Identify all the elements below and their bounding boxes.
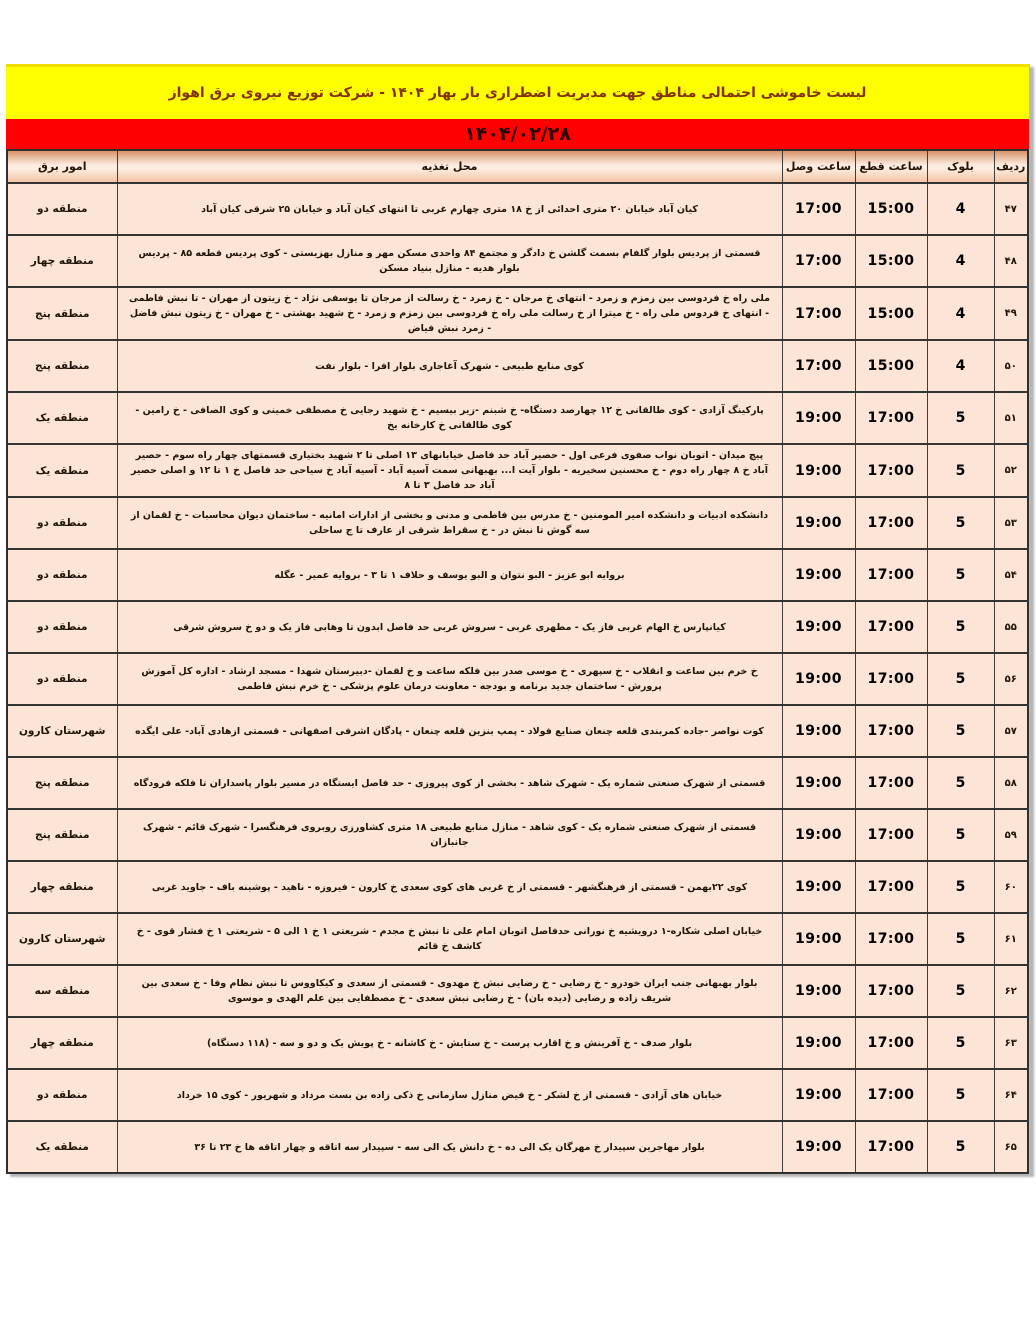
cell-row-number: ۶۰ [994, 861, 1028, 913]
cell-row-number: ۴۸ [994, 235, 1028, 287]
cell-block-number: 5 [927, 1069, 994, 1121]
outage-schedule-sheet [6, 64, 1030, 1174]
cell-row-number: ۵۰ [994, 340, 1028, 392]
cell-cut-time: 17:00 [855, 913, 927, 965]
cell-cut-time: 15:00 [855, 287, 927, 340]
cell-feeding-location: دانشکده ادبیات و دانشکده امیر المومنین - خ مدرس بین فاطمی و مدنی و بخشی از ادارات امانیه - ساختمان دیوان محاسبات - خ لقمان از سه گوش تا نبش در - خ سقراط شرقی از عارف تا ج ساحلی [117, 497, 782, 549]
cell-feeding-location: کوی منابع طبیعی - شهرک آغاجاری بلوار افرا - بلوار نفت [117, 340, 782, 392]
cell-block-number: 5 [927, 809, 994, 861]
table-row [7, 444, 1028, 497]
column-header-area: امور برق [7, 150, 117, 183]
cell-row-number: ۵۶ [994, 653, 1028, 705]
cell-cut-time: 17:00 [855, 1069, 927, 1121]
cell-row-number: ۵۲ [994, 444, 1028, 497]
cell-row-number: ۶۵ [994, 1121, 1028, 1173]
cell-row-number: ۴۹ [994, 287, 1028, 340]
cell-block-number: 5 [927, 444, 994, 497]
cell-electricity-area: منطقه دو [7, 1069, 117, 1121]
cell-electricity-area: منطقه پنج [7, 757, 117, 809]
cell-electricity-area: منطقه یک [7, 392, 117, 444]
cell-electricity-area: منطقه سه [7, 965, 117, 1017]
cell-electricity-area: منطقه چهار [7, 861, 117, 913]
cell-reconnect-time: 19:00 [782, 757, 855, 809]
cell-reconnect-time: 19:00 [782, 653, 855, 705]
cell-row-number: ۵۵ [994, 601, 1028, 653]
cell-row-number: ۵۷ [994, 705, 1028, 757]
cell-electricity-area: منطقه پنج [7, 287, 117, 340]
cell-block-number: 5 [927, 497, 994, 549]
cell-electricity-area: منطقه دو [7, 653, 117, 705]
cell-block-number: 5 [927, 653, 994, 705]
cell-block-number: 4 [927, 287, 994, 340]
cell-row-number: ۶۲ [994, 965, 1028, 1017]
cell-reconnect-time: 19:00 [782, 705, 855, 757]
cell-cut-time: 17:00 [855, 497, 927, 549]
cell-feeding-location: قسمتی از پردیس بلوار گلفام بسمت گلشن خ دادگر و مجتمع ۸۴ واحدی مسکن مهر و منازل بهزیستی - کوی پردیس قطعه ۸۵ - پردیس بلوار هدیه - منازل بنیاد مسکن [117, 235, 782, 287]
cell-reconnect-time: 19:00 [782, 913, 855, 965]
column-header-cut-time: ساعت قطع [855, 150, 927, 183]
table-header-row [7, 150, 1028, 183]
cell-reconnect-time: 17:00 [782, 235, 855, 287]
table-row [7, 497, 1028, 549]
cell-feeding-location: قسمتی از شهرک صنعتی شماره یک - شهرک شاهد - بخشی از کوی پیروزی - حد فاصل ایستگاه در مسیر بلوار پاسداران تا فلکه فرودگاه [117, 757, 782, 809]
table-row [7, 913, 1028, 965]
cell-reconnect-time: 19:00 [782, 497, 855, 549]
table-row [7, 392, 1028, 444]
schedule-date: ۱۴۰۴/۰۲/۲۸ [464, 123, 571, 145]
cell-row-number: ۵۴ [994, 549, 1028, 601]
date-band [6, 119, 1029, 149]
cell-block-number: 5 [927, 549, 994, 601]
cell-cut-time: 15:00 [855, 340, 927, 392]
cell-reconnect-time: 19:00 [782, 549, 855, 601]
cell-electricity-area: منطقه دو [7, 183, 117, 235]
cell-feeding-location: بروایه ابو عزیز - البو نتوان و البو یوسف و حلاف ۱ تا ۳ - بروایه عمیر - عگله [117, 549, 782, 601]
cell-row-number: ۵۱ [994, 392, 1028, 444]
table-row [7, 653, 1028, 705]
cell-block-number: 5 [927, 1121, 994, 1173]
cell-row-number: ۶۳ [994, 1017, 1028, 1069]
cell-feeding-location: پیچ میدان - اتوبان نواب صفوی فرعی اول - حصیر آباد حد فاصل خیابانهای ۱۳ اصلی تا ۲ شهید بختیاری قسمتهای چهار راه سوم - حصیر آباد خ ۸ چهار راه دوم - خ محسنین سخیریه - بلوار آیت ا... بهبهانی سمت آسیه آباد - آسیه آباد خ سیاحی حد فاصل خ ۱ تا ۱۲ و اصلی حصیر آباد حد فاصل ۳ تا ۸ [117, 444, 782, 497]
column-header-row-number: ردیف [994, 150, 1028, 183]
table-body [7, 183, 1028, 1173]
cell-electricity-area: شهرستان کارون [7, 705, 117, 757]
cell-electricity-area: منطقه دو [7, 601, 117, 653]
table-row [7, 340, 1028, 392]
cell-row-number: ۵۳ [994, 497, 1028, 549]
cell-block-number: 5 [927, 757, 994, 809]
cell-feeding-location: قسمتی از شهرک صنعتی شماره یک - کوی شاهد - منازل منابع طبیعی ۱۸ متری کشاورزی روبروی فرهنگسرا - شهرک قائم - شهرک جانبازان [117, 809, 782, 861]
column-header-location: محل تغذیه [117, 150, 782, 183]
cell-electricity-area: منطقه یک [7, 1121, 117, 1173]
cell-electricity-area: منطقه پنج [7, 809, 117, 861]
cell-electricity-area: منطقه پنج [7, 340, 117, 392]
cell-cut-time: 15:00 [855, 183, 927, 235]
cell-reconnect-time: 17:00 [782, 340, 855, 392]
table-row [7, 1121, 1028, 1173]
cell-cut-time: 17:00 [855, 1121, 927, 1173]
cell-block-number: 5 [927, 913, 994, 965]
cell-reconnect-time: 19:00 [782, 601, 855, 653]
cell-feeding-location: خیابان های آزادی - قسمتی از خ لشکر - خ فیض منازل سازمانی خ ذکی زاده بن بست مرداد و شهریور - کوی ۱۵ خرداد [117, 1069, 782, 1121]
document-title-band [6, 64, 1029, 119]
cell-feeding-location: بلوار مهاجرین سپیدار خ مهرگان یک الی ده - خ دانش یک الی سه - سپیدار سه اتاقه و چهار اتاقه ها خ ۲۳ تا ۳۶ [117, 1121, 782, 1173]
table-row [7, 809, 1028, 861]
cell-cut-time: 17:00 [855, 809, 927, 861]
cell-cut-time: 17:00 [855, 549, 927, 601]
cell-cut-time: 17:00 [855, 601, 927, 653]
cell-cut-time: 17:00 [855, 653, 927, 705]
table-row [7, 183, 1028, 235]
cell-feeding-location: پارکینگ آزادی - کوی طالقانی خ ۱۲ چهارصد دستگاه- خ شبنم -زیر بیسیم - خ شهید رجایی خ مصطفی خمینی و کوی الصافی - خ رامین - کوی طالقانی خ کارخانه یخ [117, 392, 782, 444]
cell-reconnect-time: 17:00 [782, 287, 855, 340]
cell-reconnect-time: 19:00 [782, 1121, 855, 1173]
table-row [7, 965, 1028, 1017]
cell-reconnect-time: 19:00 [782, 809, 855, 861]
cell-cut-time: 17:00 [855, 1017, 927, 1069]
table-row [7, 757, 1028, 809]
cell-row-number: ۴۷ [994, 183, 1028, 235]
table-row [7, 705, 1028, 757]
cell-electricity-area: منطقه چهار [7, 1017, 117, 1069]
cell-electricity-area: منطقه یک [7, 444, 117, 497]
cell-electricity-area: منطقه چهار [7, 235, 117, 287]
cell-feeding-location: بلوار بهبهانی جنب ایران خودرو - خ رضایی - خ رضایی نبش خ مهدوی - قسمتی از سعدی و کیکاووس تا نبش نظام وفا - خ سعدی بین شریف زاده و رضایی (دیده بان) - خ رضایی نبش سعدی - خ مصطفایی بین علم الهدی و موسوی [117, 965, 782, 1017]
cell-feeding-location: کیان آباد خیابان ۲۰ متری احدائی از خ ۱۸ متری چهارم غربی تا انتهای کیان آباد و خیابان ۲۵ شرقی کیان آباد [117, 183, 782, 235]
cell-cut-time: 17:00 [855, 965, 927, 1017]
cell-block-number: 5 [927, 601, 994, 653]
column-header-reconnect-time: ساعت وصل [782, 150, 855, 183]
cell-reconnect-time: 19:00 [782, 392, 855, 444]
cell-electricity-area: منطقه دو [7, 497, 117, 549]
cell-block-number: 5 [927, 705, 994, 757]
cell-block-number: 4 [927, 235, 994, 287]
cell-cut-time: 17:00 [855, 392, 927, 444]
table-row [7, 549, 1028, 601]
table-row [7, 287, 1028, 340]
column-header-block: بلوک [927, 150, 994, 183]
cell-cut-time: 15:00 [855, 235, 927, 287]
cell-reconnect-time: 19:00 [782, 444, 855, 497]
cell-reconnect-time: 19:00 [782, 861, 855, 913]
table-row [7, 1069, 1028, 1121]
cell-electricity-area: منطقه دو [7, 549, 117, 601]
cell-reconnect-time: 17:00 [782, 183, 855, 235]
cell-block-number: 5 [927, 965, 994, 1017]
cell-reconnect-time: 19:00 [782, 1069, 855, 1121]
table-row [7, 861, 1028, 913]
cell-feeding-location: کوت نواصر -جاده کمربندی قلعه چنعان صنایع فولاد - پمپ بنزین قلعه چنعان - پادگان اشرفی اصفهانی - قسمتی ازهادی آباد- علی ایگده [117, 705, 782, 757]
cell-feeding-location: کیانپارس خ الهام غربی فاز یک - مطهری غربی - سروش غربی حد فاصل ابدون تا وهابی فاز یک و دو خ سروش شرقی [117, 601, 782, 653]
cell-feeding-location: کوی ۲۲بهمن - قسمتی از فرهنگشهر - قسمتی از خ غربی های کوی سعدی خ کارون - فیروزه - ناهید - پوشینه باف - جاوید غربی [117, 861, 782, 913]
cell-cut-time: 17:00 [855, 444, 927, 497]
cell-block-number: 4 [927, 183, 994, 235]
table-row [7, 601, 1028, 653]
table-row [7, 1017, 1028, 1069]
cell-block-number: 5 [927, 1017, 994, 1069]
cell-block-number: 4 [927, 340, 994, 392]
cell-block-number: 5 [927, 861, 994, 913]
cell-feeding-location: خیابان اصلی شکاره-۱ درویشیه خ نورانی حدفاصل اتوبان امام علی تا نبش خ مجدم - شریعتی ۱ خ ۱ الی ۵ - شریعتی ۱ خ فشار قوی - خ کاشف خ قائم [117, 913, 782, 965]
cell-row-number: ۶۱ [994, 913, 1028, 965]
cell-reconnect-time: 19:00 [782, 965, 855, 1017]
cell-row-number: ۵۹ [994, 809, 1028, 861]
table-row [7, 235, 1028, 287]
cell-electricity-area: شهرستان کارون [7, 913, 117, 965]
cell-feeding-location: بلوار صدف - خ آفرینش و خ اقارب پرست - خ ستایش - خ کاشانه - خ پویش یک و دو و سه - (۱۱۸ دستگاه) [117, 1017, 782, 1069]
outage-table [6, 149, 1029, 1174]
document-title: لیست خاموشی احتمالی مناطق جهت مدیریت اضطراری بار بهار ۱۴۰۴ - شرکت توزیع نیروی برق اهواز [168, 85, 867, 101]
cell-feeding-location: خ خرم بین ساعت و انقلاب - خ سپهری - خ موسی صدر بین فلکه ساعت و خ لقمان -دبیرستان شهدا - مسجد ارشاد - اداره کل آموزش پرورش - ساختمان جدید برنامه و بودجه - معاونت درمان علوم پزشکی - خ خرم نبش فاطمی [117, 653, 782, 705]
cell-row-number: ۵۸ [994, 757, 1028, 809]
cell-cut-time: 17:00 [855, 705, 927, 757]
cell-cut-time: 17:00 [855, 757, 927, 809]
cell-block-number: 5 [927, 392, 994, 444]
cell-reconnect-time: 19:00 [782, 1017, 855, 1069]
cell-feeding-location: ملی راه خ فردوسی بین زمزم و زمرد - انتهای خ مرجان - خ زمرد - خ رسالت از مرجان تا یوسفی نژاد - خ زیتون از مهران - تا نبش فاطمی - انتهای خ فردوس ملی راه - خ میترا از خ رسالت ملی راه خ فردوسی بین زمزم و زمرد - خ شهید بهشتی - خ مهران - خ زیتون نبش فاضل - زمرد نبش فیاض [117, 287, 782, 340]
cell-row-number: ۶۴ [994, 1069, 1028, 1121]
cell-cut-time: 17:00 [855, 861, 927, 913]
